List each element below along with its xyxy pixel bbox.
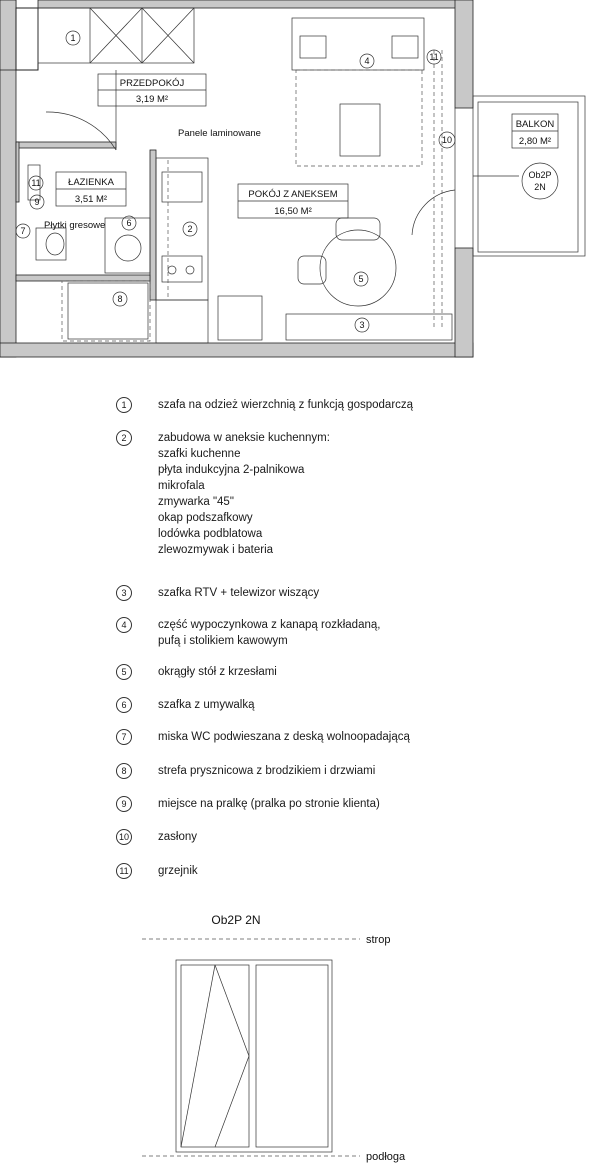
marker-4: 4 — [364, 56, 370, 66]
marker-1: 1 — [70, 33, 76, 43]
marker-9: 9 — [34, 197, 40, 207]
marker-2: 2 — [187, 224, 193, 234]
marker-3: 3 — [359, 320, 365, 330]
wardrobe — [38, 8, 194, 63]
marker-11-bathroom: 11 — [31, 178, 41, 188]
legend-number: 1 — [116, 397, 132, 413]
legend-text: okrągły stół z krzesłami — [158, 666, 277, 678]
marker-11-living: 11 — [429, 52, 439, 62]
lazienka-name: ŁAZIENKA — [68, 177, 114, 188]
przedpokoj-name: PRZEDPOKÓJ — [119, 78, 185, 89]
kitchen-units — [156, 158, 208, 343]
pokoj-area: 16,50 M² — [274, 206, 312, 217]
legend-number: 10 — [116, 829, 132, 845]
marker-6: 6 — [126, 218, 132, 228]
balkon-area: 2,80 M² — [518, 136, 552, 147]
legend-text: szafka RTV + telewizor wiszący — [158, 587, 320, 599]
window-elevation — [142, 913, 406, 1163]
legend-text: szafka z umywalką — [158, 699, 255, 711]
legend-text: miska WC podwieszana z deską wolnoopadającą — [158, 731, 410, 743]
room-labels — [44, 74, 558, 231]
lazienka-area: 3,51 M² — [74, 194, 108, 205]
tiles-note: Płytki gresowe — [44, 220, 106, 231]
legend-text: zasłony — [158, 831, 197, 843]
pokoj-name: POKÓJ Z ANEKSEM — [248, 189, 338, 200]
marker-8: 8 — [117, 294, 123, 304]
marker-10: 10 — [441, 135, 453, 145]
window-tag-line1: Ob2P — [528, 170, 552, 180]
legend-number: 5 — [116, 664, 132, 680]
legend-text: zabudowa w aneksie kuchennym: szafki kuchenne płyta indukcyjna 2-palnikowa mikrofala zmywarka "45" okap podszafkowy lodówka podblatowa zlewozmywak i bateria — [158, 432, 330, 556]
window-tag — [522, 163, 558, 199]
legend-number: 8 — [116, 763, 132, 779]
bathroom-fixtures — [28, 165, 150, 341]
legend-number: 9 — [116, 796, 132, 812]
legend-text: grzejnik — [158, 865, 198, 877]
legend-text: strefa prysznicowa z brodzikiem i drzwiami — [158, 765, 376, 777]
marker-7: 7 — [20, 226, 26, 236]
legend-number: 2 — [116, 430, 132, 446]
balkon-name: BALKON — [515, 119, 555, 130]
balcony-door — [412, 50, 455, 330]
elevation-title: Ob2P 2N — [211, 913, 261, 927]
laminate-note: Panele laminowane — [178, 128, 261, 139]
window-tag-line2: 2N — [534, 182, 546, 192]
legend-number: 6 — [116, 697, 132, 713]
legend-number: 3 — [116, 585, 132, 601]
legend-text: część wypoczynkowa z kanapą rozkładaną, pufą i stolikiem kawowym — [158, 619, 381, 647]
legend-number: 4 — [116, 617, 132, 633]
przedpokoj-area: 3,19 M² — [135, 94, 169, 105]
marker-5: 5 — [358, 274, 364, 284]
legend-number: 11 — [116, 863, 132, 879]
entry-door — [46, 70, 116, 150]
living-furniture — [218, 18, 452, 340]
legend-text: szafa na odzież wierzchnią z funkcją gospodarczą — [158, 399, 414, 411]
elevation-top-label: strop — [366, 934, 391, 946]
elevation-bottom-label: podłoga — [366, 1151, 406, 1163]
legend-number: 7 — [116, 729, 132, 745]
legend-text: miejsce na pralkę (pralka po stronie klienta) — [158, 798, 380, 810]
